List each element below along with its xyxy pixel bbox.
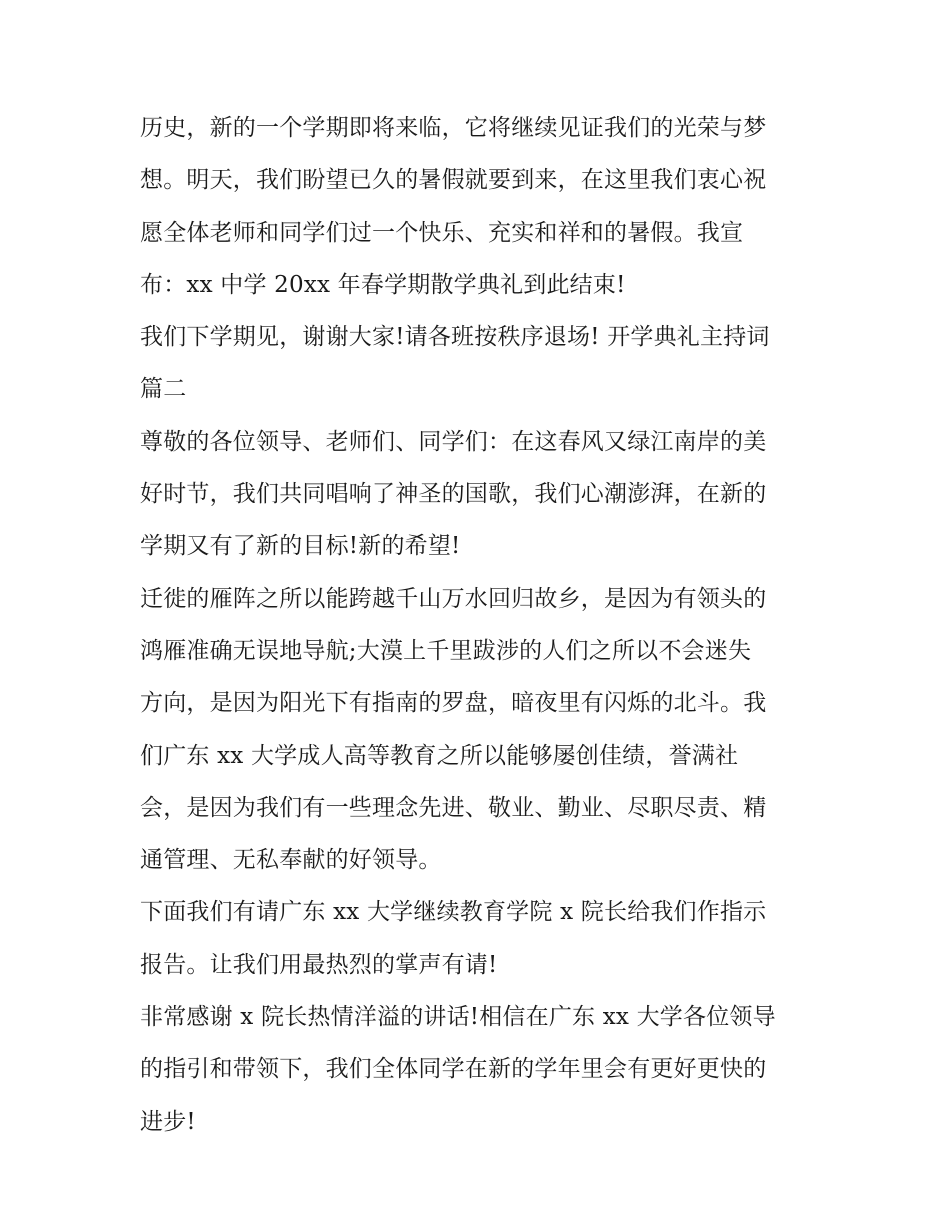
body-text xyxy=(140,102,820,1148)
text-line: 方向，是因为阳光下有指南的罗盘，暗夜里有闪烁的北斗。我 xyxy=(140,690,767,717)
text-line: 迁徙的雁阵之所以能跨越千山万水回归故乡，是因为有领头的 xyxy=(140,585,767,612)
text-line: 我们下学期见，谢谢大家!请各班按秩序退场! 开学典礼主持词 xyxy=(140,324,770,351)
text-line: 们广东 xx 大学成人高等教育之所以能够屡创佳绩，誉满社 xyxy=(140,742,739,769)
text-line: 学期又有了新的目标!新的希望! xyxy=(140,533,461,560)
text-line: 尊敬的各位领导、老师们、同学们：在这春风又绿江南岸的美 xyxy=(140,428,767,455)
text-line: 好时节，我们共同唱响了神圣的国歌，我们心潮澎湃，在新的 xyxy=(140,481,767,508)
text-line: 篇二 xyxy=(140,376,187,403)
text-line: 想。明天，我们盼望已久的暑假就要到来，在这里我们衷心祝 xyxy=(140,167,767,194)
text-line: 报告。让我们用最热烈的掌声有请! xyxy=(140,951,498,978)
text-line: 愿全体老师和同学们过一个快乐、充实和祥和的暑假。我宣 xyxy=(140,219,744,246)
text-line: 会，是因为我们有一些理念先进、敬业、勤业、尽职尽责、精 xyxy=(140,794,767,821)
text-line: 布：xx 中学 20xx 年春学期散学典礼到此结束! xyxy=(140,271,626,298)
text-line: 进步! xyxy=(140,1108,196,1135)
text-line: 下面我们有请广东 xx 大学继续教育学院 x 院长给我们作指示 xyxy=(140,899,767,926)
text-line: 历史，新的一个学期即将来临，它将继续见证我们的光荣与梦 xyxy=(140,115,767,141)
text-line: 通管理、无私奉献的好领导。 xyxy=(140,847,442,874)
text-line: 的指引和带领下，我们全体同学在新的学年里会有更好更快的 xyxy=(140,1056,767,1083)
text-line: 鸿雁准确无误地导航;大漠上千里跋涉的人们之所以不会迷失 xyxy=(140,637,752,664)
text-line: 非常感谢 x 院长热情洋溢的讲话!相信在广东 xx 大学各位领导 xyxy=(140,1004,776,1031)
